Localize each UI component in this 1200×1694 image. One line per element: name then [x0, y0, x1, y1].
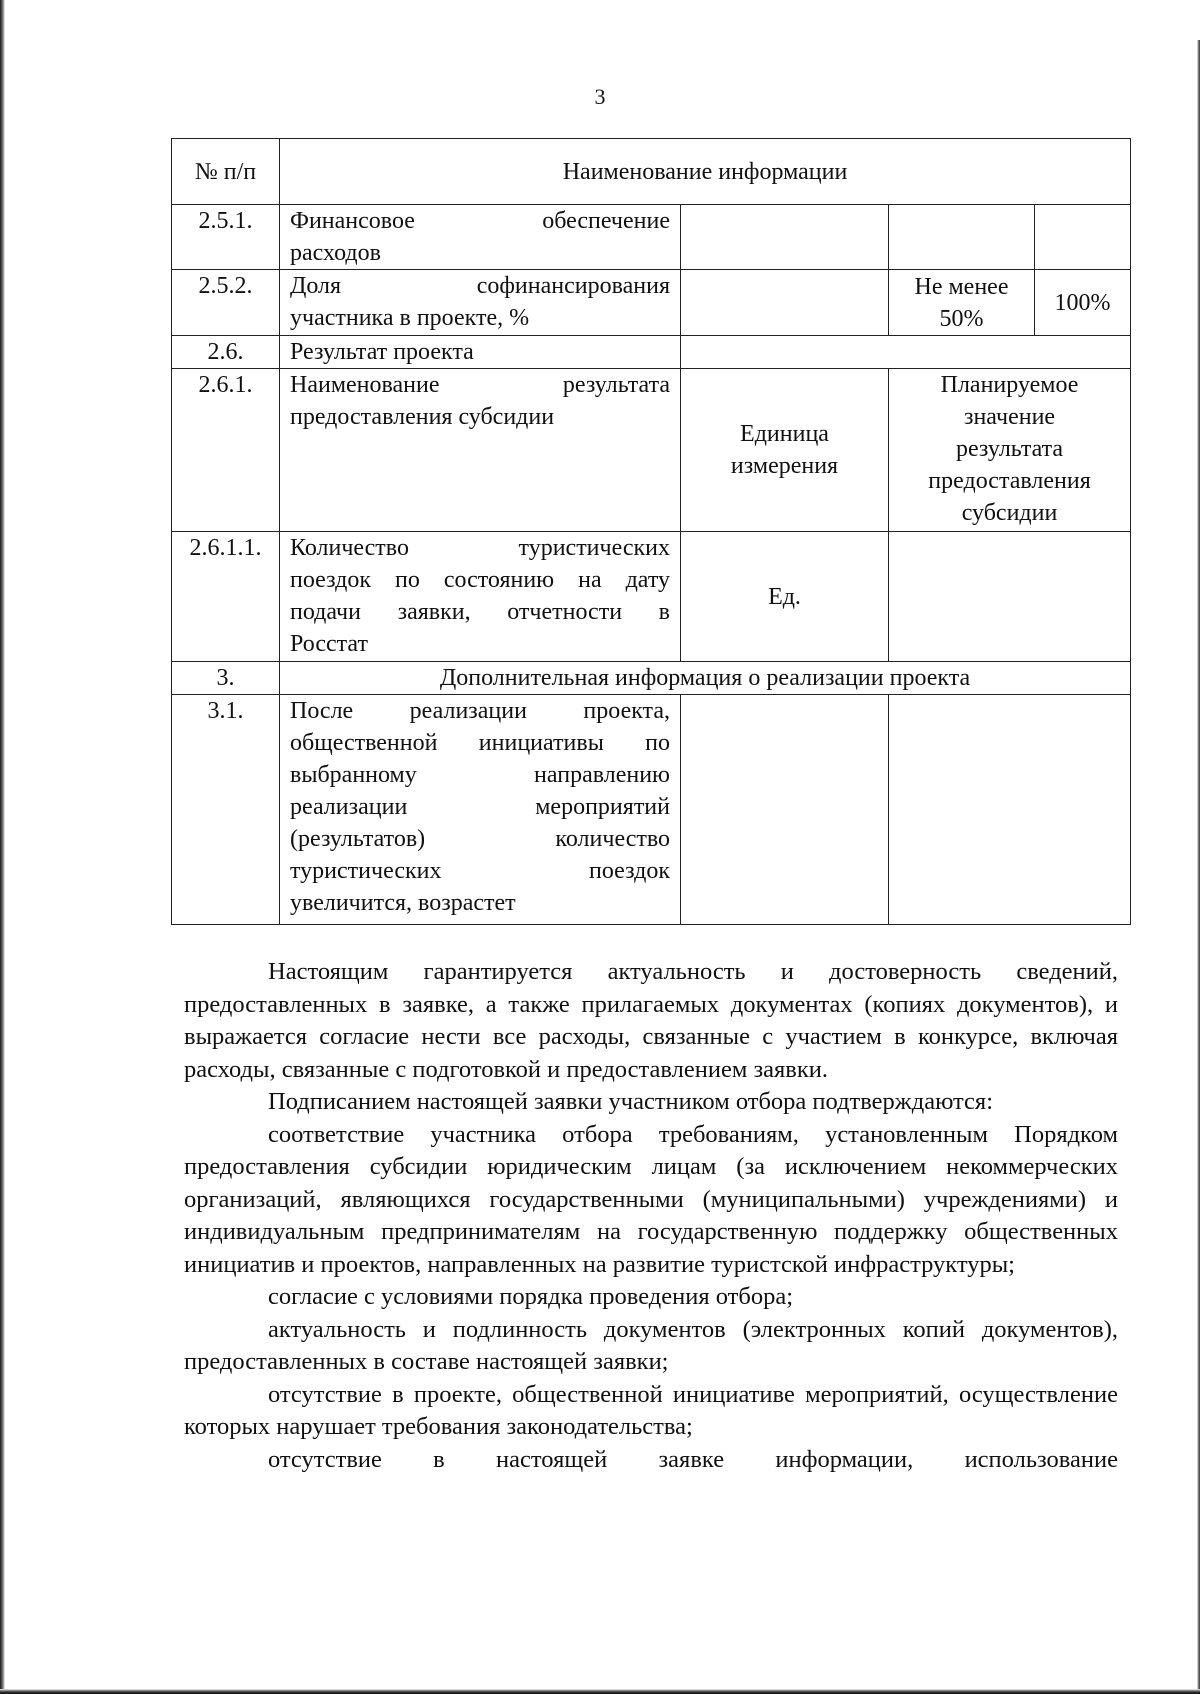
row-name-line: туристических поездок [290, 858, 670, 884]
unit-header-cell [681, 369, 889, 532]
table-row [172, 532, 1131, 662]
row-name-line: предоставления субсидии [290, 404, 555, 430]
share-value: 100% [1035, 270, 1131, 336]
empty-cell [681, 695, 889, 925]
row-name-line: увеличится, возрастет [290, 890, 516, 916]
row-number: 2.5.1. [172, 205, 280, 270]
table-header-row [172, 139, 1131, 205]
row-number: 2.6.1.1. [172, 532, 280, 662]
row-number: 3.1. [172, 695, 280, 925]
body-text [184, 956, 1118, 1476]
row-name-cell [280, 532, 681, 662]
row-name-cell: Результат проекта [280, 336, 681, 369]
row-name-line: подачи заявки, отчетности в [290, 599, 670, 625]
unit-value: Ед. [681, 532, 889, 662]
row-number: 2.5.2. [172, 270, 280, 336]
header-title-label: Наименование информации [562, 158, 848, 185]
table-row [172, 270, 1131, 336]
planned-header-line: предоставления [928, 468, 1091, 494]
unit-header-label: Единица измерения [730, 421, 839, 479]
min-share-label: Не менее 50% [889, 270, 1035, 336]
row-number: 2.6. [172, 336, 280, 369]
planned-header-line: Планируемое [940, 372, 1079, 398]
row-name-line: Доля софинансирования [290, 273, 670, 299]
row-name-line: общественной инициативы по [290, 730, 670, 756]
header-num-label: № п/п [194, 158, 257, 185]
row-name-line: Наименование результата [290, 372, 670, 398]
planned-header-line: значение [963, 404, 1056, 430]
row-number: 3. [172, 662, 280, 695]
table-row [172, 695, 1131, 925]
paragraph: согласие с условиями порядка проведения отбора; [268, 1283, 794, 1310]
row-name-cell [280, 369, 681, 532]
scan-edge-left [0, 0, 5, 1694]
table-row [172, 369, 1131, 532]
header-num-cell [172, 139, 280, 205]
empty-cell [681, 336, 1131, 369]
empty-cell [889, 695, 1131, 925]
page-number: 3 [594, 84, 606, 109]
planned-header-line: результата [955, 436, 1064, 462]
row-name-cell [280, 270, 681, 336]
table-row [172, 205, 1131, 270]
paragraph: актуальность и подлинность документов (электронных копий документов), предоставленных в составе настоящей заявки; [184, 1315, 1118, 1375]
paragraph: Настоящим гарантируется актуальность и достоверность сведений, предоставленных в заявке, а также прилагаемых документах (копиях документов), и выражается согласие нести все расходы, связанные с участием в конкурсе, включая расходы, связанные с подготовкой и предоставлением заявки. [184, 958, 1118, 1083]
row-name-line: (результатов) количество [290, 826, 670, 852]
empty-cell [681, 270, 889, 336]
paragraph: соответствие участника отбора требованиям, установленным Порядком предоставления субсидии юридическим лицам (за исключением некоммерческих организаций, являющихся государственными (муниципальными) учреждениями) и индивидуальным предпринимателям на государственную поддержку общественных инициатив и проектов, направленных на развитие туристской инфраструктуры; [184, 1120, 1118, 1278]
row-number: 2.6.1. [172, 369, 280, 532]
row-name-cell [280, 205, 681, 270]
row-name-line: участника в проекте, % [290, 305, 530, 331]
header-title-cell [280, 139, 1131, 205]
row-name-line: расходов [290, 240, 381, 266]
planned-value-header-cell [889, 369, 1131, 532]
row-name-line: Финансовое обеспечение [290, 208, 670, 234]
table-row [172, 662, 1131, 695]
empty-cell [889, 205, 1035, 270]
row-name-line: выбранному направлению [290, 762, 670, 788]
scan-edge-bottom [0, 1689, 1200, 1694]
row-name-line: Росстат [290, 631, 368, 657]
empty-cell [681, 205, 889, 270]
row-name-cell [280, 695, 681, 925]
row-name-line: поездок по состоянию на дату [290, 567, 670, 593]
paragraph: отсутствие в проекте, общественной инициативе мероприятий, осуществление которых нарушает требования законодательства; [184, 1380, 1118, 1440]
paragraph: Подписанием настоящей заявки участником отбора подтверждаются: [268, 1088, 993, 1115]
row-name-line: реализации мероприятий [290, 794, 670, 820]
information-table [171, 138, 1131, 925]
planned-header-line: субсидии [961, 500, 1058, 526]
row-name-line: После реализации проекта, [290, 698, 670, 724]
empty-cell [889, 532, 1131, 662]
paragraph: отсутствие в настоящей заявке информации, использование [268, 1445, 1118, 1473]
table-row [172, 336, 1131, 369]
row-name-line: Количество туристических [290, 535, 670, 561]
empty-cell [1035, 205, 1131, 270]
section-title-cell: Дополнительная информация о реализации проекта [280, 662, 1131, 695]
